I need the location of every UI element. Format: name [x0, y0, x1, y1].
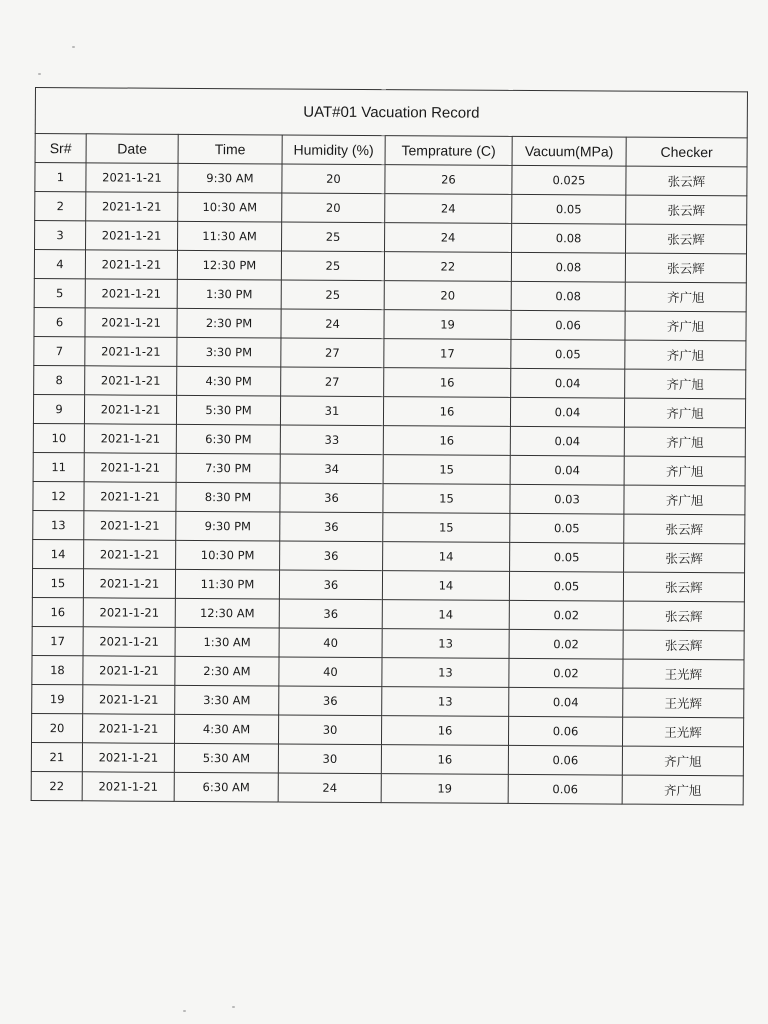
cell-temperature: 16 [381, 716, 508, 746]
cell-sr: 16 [32, 597, 83, 626]
cell-checker: 齐广旭 [622, 746, 743, 776]
cell-humidity: 20 [282, 164, 385, 194]
table-row [32, 684, 744, 717]
cell-humidity: 34 [280, 454, 383, 484]
cell-temperature: 16 [383, 426, 510, 456]
cell-date: 2021-1-21 [84, 424, 176, 454]
cell-date: 2021-1-21 [84, 482, 176, 512]
cell-vacuum: 0.08 [511, 281, 625, 311]
table-row [35, 163, 747, 196]
cell-date: 2021-1-21 [82, 772, 174, 802]
title-row [35, 88, 747, 138]
cell-temperature: 14 [382, 600, 509, 630]
cell-temperature: 16 [384, 368, 511, 398]
vacuation-record-table [31, 87, 748, 805]
cell-sr: 15 [32, 568, 83, 597]
scan-speck [232, 1006, 235, 1008]
cell-sr: 5 [34, 278, 85, 307]
cell-humidity: 36 [279, 599, 382, 629]
cell-humidity: 27 [281, 367, 384, 397]
column-header-date: Date [86, 134, 178, 164]
cell-humidity: 20 [282, 193, 385, 223]
cell-temperature: 22 [384, 252, 511, 282]
cell-date: 2021-1-21 [86, 163, 178, 193]
cell-date: 2021-1-21 [83, 627, 175, 657]
cell-checker: 张云辉 [623, 572, 744, 602]
cell-humidity: 33 [280, 425, 383, 455]
cell-date: 2021-1-21 [85, 279, 177, 309]
record-sheet [31, 87, 747, 805]
cell-temperature: 15 [383, 455, 510, 485]
cell-date: 2021-1-21 [84, 453, 176, 483]
table-row [32, 597, 744, 630]
cell-time: 5:30 PM [176, 395, 280, 425]
cell-humidity: 31 [280, 396, 383, 426]
column-header-humidity: Humidity (%) [282, 135, 385, 165]
cell-date: 2021-1-21 [83, 598, 175, 628]
cell-time: 5:30 AM [174, 743, 278, 773]
cell-vacuum: 0.04 [510, 455, 624, 485]
column-header-checker: Checker [626, 137, 747, 167]
table-row [31, 742, 743, 775]
cell-humidity: 25 [281, 251, 384, 281]
cell-sr: 1 [35, 163, 86, 192]
cell-date: 2021-1-21 [82, 743, 174, 773]
table-row [32, 626, 744, 659]
cell-date: 2021-1-21 [85, 308, 177, 338]
cell-temperature: 24 [385, 223, 512, 253]
cell-sr: 14 [33, 539, 84, 568]
cell-sr: 3 [35, 221, 86, 250]
cell-sr: 9 [33, 394, 84, 423]
cell-sr: 4 [34, 250, 85, 279]
cell-checker: 齐广旭 [625, 282, 746, 312]
cell-temperature: 14 [383, 542, 510, 572]
cell-temperature: 19 [384, 310, 511, 340]
cell-time: 2:30 AM [175, 656, 279, 686]
cell-temperature: 17 [384, 339, 511, 369]
table-row [33, 481, 745, 514]
cell-temperature: 15 [383, 484, 510, 514]
cell-sr: 10 [33, 423, 84, 452]
record-body [31, 163, 747, 805]
cell-time: 8:30 PM [176, 482, 280, 512]
cell-date: 2021-1-21 [85, 250, 177, 280]
cell-vacuum: 0.02 [509, 629, 623, 659]
cell-checker: 齐广旭 [624, 427, 745, 457]
table-row [31, 713, 743, 746]
cell-checker: 齐广旭 [625, 311, 746, 341]
cell-time: 3:30 PM [177, 337, 281, 367]
document-title: UAT#01 Vacuation Record [35, 88, 747, 138]
cell-temperature: 20 [384, 281, 511, 311]
cell-time: 9:30 PM [176, 511, 280, 541]
cell-checker: 齐广旭 [624, 485, 745, 515]
cell-vacuum: 0.05 [509, 571, 623, 601]
cell-vacuum: 0.05 [510, 513, 624, 543]
cell-humidity: 36 [280, 483, 383, 513]
cell-date: 2021-1-21 [84, 511, 176, 541]
cell-sr: 22 [31, 771, 82, 800]
cell-temperature: 16 [383, 397, 510, 427]
cell-humidity: 36 [279, 570, 382, 600]
cell-checker: 张云辉 [623, 601, 744, 631]
cell-humidity: 30 [278, 715, 381, 745]
cell-sr: 13 [33, 510, 84, 539]
cell-checker: 齐广旭 [624, 456, 745, 486]
cell-time: 6:30 PM [176, 424, 280, 454]
cell-temperature: 16 [381, 745, 508, 775]
cell-checker: 王光辉 [623, 659, 744, 689]
table-row [34, 307, 746, 340]
cell-date: 2021-1-21 [83, 685, 175, 715]
cell-vacuum: 0.06 [508, 716, 622, 746]
cell-vacuum: 0.04 [510, 397, 624, 427]
column-header-temperature: Temprature (C) [385, 136, 512, 166]
cell-checker: 张云辉 [623, 630, 744, 660]
cell-checker: 张云辉 [625, 224, 746, 254]
header-row [35, 134, 747, 167]
cell-sr: 19 [32, 684, 83, 713]
cell-vacuum: 0.04 [510, 426, 624, 456]
cell-temperature: 15 [383, 513, 510, 543]
cell-sr: 7 [34, 336, 85, 365]
cell-date: 2021-1-21 [83, 656, 175, 686]
scan-speck [183, 1010, 186, 1012]
table-row [34, 365, 746, 398]
cell-time: 9:30 AM [178, 163, 282, 193]
table-row [33, 510, 745, 543]
table-row [31, 771, 743, 804]
cell-date: 2021-1-21 [85, 337, 177, 367]
cell-vacuum: 0.025 [512, 165, 626, 195]
cell-vacuum: 0.05 [511, 339, 625, 369]
cell-temperature: 14 [382, 571, 509, 601]
cell-humidity: 27 [281, 338, 384, 368]
column-header-sr: Sr# [35, 134, 86, 163]
table-row [35, 192, 747, 225]
cell-vacuum: 0.02 [509, 658, 623, 688]
cell-time: 11:30 PM [175, 569, 279, 599]
cell-vacuum: 0.02 [509, 600, 623, 630]
cell-checker: 张云辉 [624, 543, 745, 573]
cell-time: 1:30 AM [175, 627, 279, 657]
cell-checker: 张云辉 [624, 514, 745, 544]
cell-checker: 张云辉 [625, 253, 746, 283]
cell-date: 2021-1-21 [84, 540, 176, 570]
cell-date: 2021-1-21 [82, 714, 174, 744]
cell-vacuum: 0.08 [511, 223, 625, 253]
cell-vacuum: 0.05 [512, 194, 626, 224]
cell-temperature: 19 [381, 774, 508, 804]
table-row [33, 423, 745, 456]
cell-date: 2021-1-21 [86, 221, 178, 251]
cell-vacuum: 0.05 [510, 542, 624, 572]
cell-vacuum: 0.04 [509, 687, 623, 717]
cell-date: 2021-1-21 [83, 569, 175, 599]
cell-checker: 王光辉 [623, 688, 744, 718]
table-row [33, 452, 745, 485]
cell-checker: 张云辉 [626, 195, 747, 225]
cell-time: 4:30 AM [174, 714, 278, 744]
table-row [33, 394, 745, 427]
cell-vacuum: 0.06 [508, 774, 622, 804]
cell-humidity: 40 [279, 657, 382, 687]
cell-vacuum: 0.04 [511, 368, 625, 398]
table-row [32, 655, 744, 688]
cell-time: 2:30 PM [177, 308, 281, 338]
table-row [34, 250, 746, 283]
cell-checker: 齐广旭 [625, 369, 746, 399]
cell-vacuum: 0.08 [511, 252, 625, 282]
table-row [35, 221, 747, 254]
cell-checker: 张云辉 [626, 166, 747, 196]
cell-temperature: 24 [385, 194, 512, 224]
cell-time: 10:30 AM [178, 192, 282, 222]
cell-temperature: 13 [382, 658, 509, 688]
cell-time: 1:30 PM [177, 279, 281, 309]
cell-checker: 齐广旭 [622, 775, 743, 805]
cell-sr: 17 [32, 626, 83, 655]
cell-humidity: 24 [278, 773, 381, 803]
cell-sr: 6 [34, 307, 85, 336]
cell-sr: 8 [34, 365, 85, 394]
cell-humidity: 36 [280, 541, 383, 571]
cell-time: 3:30 AM [175, 685, 279, 715]
cell-sr: 20 [31, 713, 82, 742]
cell-temperature: 26 [385, 165, 512, 195]
scan-speck [38, 73, 41, 75]
cell-humidity: 36 [279, 686, 382, 716]
cell-sr: 2 [35, 192, 86, 221]
cell-time: 10:30 PM [176, 540, 280, 570]
cell-time: 6:30 AM [174, 772, 278, 802]
cell-checker: 齐广旭 [624, 398, 745, 428]
cell-time: 4:30 PM [177, 366, 281, 396]
cell-humidity: 24 [281, 309, 384, 339]
cell-checker: 齐广旭 [625, 340, 746, 370]
cell-vacuum: 0.03 [510, 484, 624, 514]
column-header-vacuum: Vacuum(MPa) [512, 136, 626, 166]
cell-humidity: 25 [282, 222, 385, 252]
table-row [34, 336, 746, 369]
cell-time: 12:30 AM [175, 598, 279, 628]
cell-time: 12:30 PM [177, 250, 281, 280]
cell-date: 2021-1-21 [86, 192, 178, 222]
cell-sr: 21 [31, 742, 82, 771]
cell-humidity: 25 [281, 280, 384, 310]
cell-date: 2021-1-21 [85, 366, 177, 396]
cell-temperature: 13 [382, 687, 509, 717]
cell-sr: 11 [33, 452, 84, 481]
table-row [33, 539, 745, 572]
cell-time: 11:30 AM [178, 221, 282, 251]
cell-vacuum: 0.06 [508, 745, 622, 775]
cell-sr: 12 [33, 481, 84, 510]
cell-date: 2021-1-21 [84, 395, 176, 425]
table-row [34, 278, 746, 311]
cell-checker: 王光辉 [622, 717, 743, 747]
column-header-time: Time [178, 134, 282, 164]
scan-speck [72, 46, 75, 48]
cell-vacuum: 0.06 [511, 310, 625, 340]
cell-sr: 18 [32, 655, 83, 684]
cell-temperature: 13 [382, 629, 509, 659]
cell-humidity: 30 [278, 744, 381, 774]
table-row [32, 568, 744, 601]
cell-time: 7:30 PM [176, 453, 280, 483]
cell-humidity: 36 [280, 512, 383, 542]
cell-humidity: 40 [279, 628, 382, 658]
